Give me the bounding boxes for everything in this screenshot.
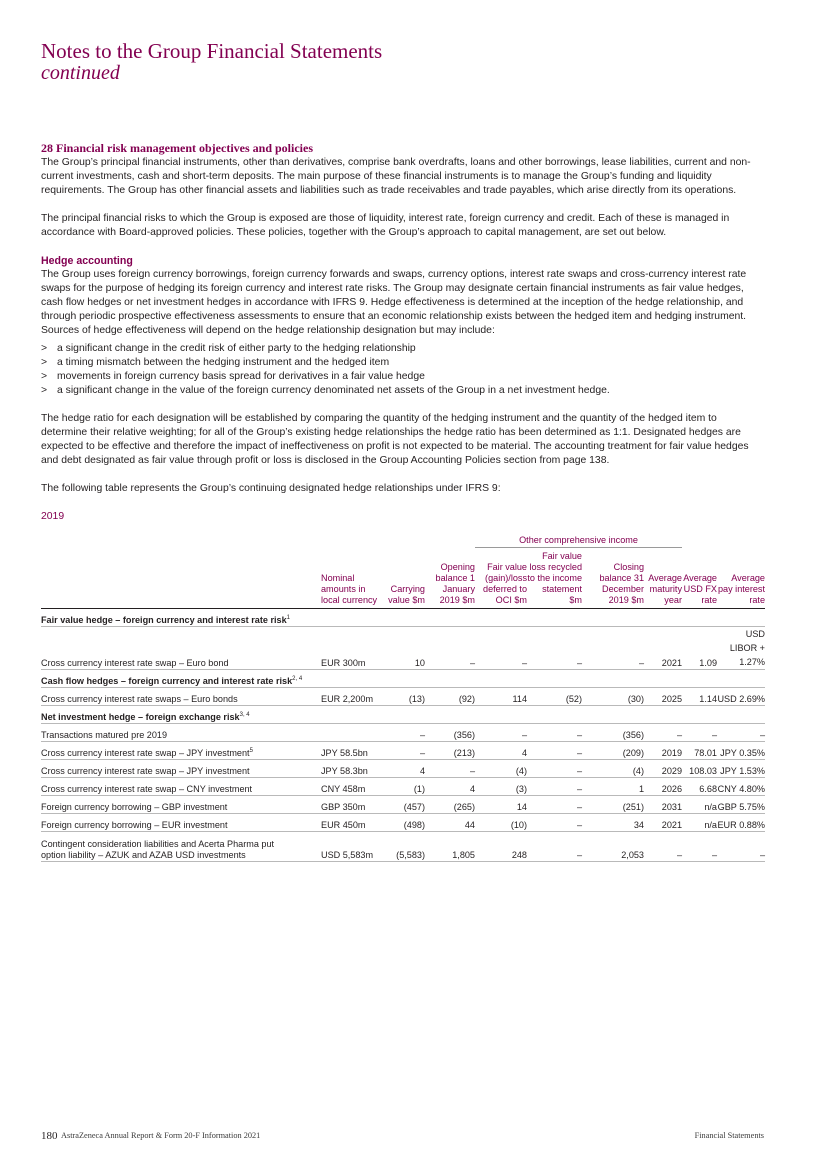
average-fx-cell: 1.14 — [682, 688, 717, 706]
carrying-value-cell: (457) — [383, 796, 425, 814]
bullet-text: a significant change in the value of the foreign currency denominated net assets of the Group in a net investment hedge. — [57, 385, 610, 396]
footer-section: Financial Statements — [694, 1131, 764, 1140]
table-row — [41, 832, 765, 862]
footnote-marker: 5 — [249, 747, 253, 754]
table-section-title — [41, 609, 765, 627]
section-title-text: Fair value hedge – foreign currency and interest rate risk — [41, 615, 287, 625]
average-maturity-cell: 2029 — [644, 760, 682, 778]
column-header-fx: Average USD FX rate — [682, 548, 717, 609]
row-label-cell — [41, 724, 321, 742]
average-maturity-cell: 2021 — [644, 814, 682, 832]
hedge-relationships-table — [41, 534, 765, 862]
row-label: Cross currency interest rate swaps – Euro bonds — [41, 694, 238, 704]
bullet-marker: > — [41, 385, 48, 396]
table-section-title — [41, 670, 765, 688]
table-year: 2019 — [41, 511, 65, 522]
page-subtitle: continued — [41, 62, 120, 84]
row-label: Foreign currency borrowing – EUR investment — [41, 820, 228, 830]
table-row — [41, 760, 765, 778]
page-number: 180 — [41, 1130, 58, 1142]
carrying-value-cell: (1) — [383, 778, 425, 796]
closing-balance-cell: – — [582, 627, 644, 670]
table-row — [41, 796, 765, 814]
hedge-accounting-heading: Hedge accounting — [41, 255, 133, 267]
carrying-value-cell: (13) — [383, 688, 425, 706]
row-label-cell — [41, 778, 321, 796]
bullet-item — [41, 342, 765, 356]
footnote-marker: 2, 4 — [292, 675, 303, 682]
footnote-marker: 1 — [286, 614, 290, 621]
average-rate-cell: – — [717, 832, 765, 862]
bullet-marker: > — [41, 357, 48, 368]
closing-balance-cell: 2,053 — [582, 832, 644, 862]
section-title-text: Cash flow hedges – foreign currency and interest rate risk — [41, 676, 293, 686]
row-label-cell — [41, 688, 321, 706]
label-column-header — [41, 548, 321, 609]
table-row — [41, 688, 765, 706]
table-section-title — [41, 706, 765, 724]
opening-balance-cell: 4 — [425, 778, 475, 796]
closing-balance-cell: 34 — [582, 814, 644, 832]
average-fx-cell: – — [682, 832, 717, 862]
fair-value-recycled-cell: – — [527, 742, 582, 760]
bullet-text: a timing mismatch between the hedging instrument and the hedged item — [57, 357, 390, 368]
average-maturity-cell: – — [644, 724, 682, 742]
column-header-nominal: Nominal amounts in local currency — [321, 548, 383, 609]
section-title-text: Net investment hedge – foreign exchange risk — [41, 712, 240, 722]
average-fx-cell: 78.01 — [682, 742, 717, 760]
carrying-value-cell: (498) — [383, 814, 425, 832]
carrying-value-cell: 4 — [383, 760, 425, 778]
note-body — [41, 141, 765, 524]
nominal-cell: JPY 58.5bn — [321, 742, 383, 760]
row-label-cell — [41, 814, 321, 832]
paragraph-hedge-accounting: The Group uses foreign currency borrowings, foreign currency forwards and swaps, currency options, interest rate swaps and cross-currency interest rate swaps for the purpose of hedging its foreign currency and interest rate risks. The Group may designate certain financial instruments as fair value hedges, cash flow hedges or net investment hedges in accordance with IFRS 9. Hedge effectiveness is determined at the inception of the hedge relationship, and through periodic prospective effectiveness assessments to ensure that an economic relationship exists between the hedged item and hedging instrument. Sources of hedge effectiveness will depend on the hedge relationship designation but may include: — [41, 269, 747, 336]
bullet-marker: > — [41, 371, 48, 382]
closing-balance-cell: (251) — [582, 796, 644, 814]
nominal-cell: USD 5,583m — [321, 832, 383, 862]
table-row — [41, 724, 765, 742]
nominal-cell: JPY 58.3bn — [321, 760, 383, 778]
average-rate-cell: USD 2.69% — [717, 688, 765, 706]
nominal-cell: GBP 350m — [321, 796, 383, 814]
footnote-marker: 3, 4 — [239, 711, 250, 718]
bullet-item — [41, 370, 765, 384]
carrying-value-cell: (5,583) — [383, 832, 425, 862]
average-fx-cell: – — [682, 724, 717, 742]
average-rate-cell: EUR 0.88% — [717, 814, 765, 832]
average-rate-cell: USD LIBOR + 1.27% — [717, 627, 765, 670]
row-label: Cross currency interest rate swap – JPY investment — [41, 748, 250, 758]
oci-group-header: Other comprehensive income — [475, 534, 682, 548]
page-title: Notes to the Group Financial Statements — [41, 39, 383, 63]
average-fx-cell: 1.09 — [682, 627, 717, 670]
paragraph-principal-risks: The principal financial risks to which the Group is exposed are those of liquidity, interest rate, foreign currency and credit. Each of these is managed in accordance with Board-approved policies. These policies, together with the Group’s approach to capital management, are set out below. — [41, 213, 730, 238]
table-row — [41, 814, 765, 832]
bullet-item — [41, 384, 765, 398]
bullet-text: movements in foreign currency basis spread for derivatives in a fair value hedge — [57, 371, 425, 382]
carrying-value-cell: 10 — [383, 627, 425, 670]
paragraph-table-intro: The following table represents the Group’s continuing designated hedge relationships under IFRS 9: — [41, 483, 501, 494]
paragraph-hedge-ratio: The hedge ratio for each designation will be established by comparing the quantity of the hedging instrument and the quantity of the hedged item to determine their relative weighting; for all of the Group’s existing hedge relationships the hedge ratio has been determined as 1:1. Designated hedges are expected to be effective and therefore the impact of ineffectiveness on profit is not expected to be material. The accounting treatment for fair value hedges and debt designated as fair value through profit or loss is disclosed in the Group Accounting Policies section from page 138. — [41, 413, 749, 466]
row-label: Cross currency interest rate swap – CNY investment — [41, 784, 253, 794]
opening-balance-cell: (213) — [425, 742, 475, 760]
section-heading: 28 Financial risk management objectives and policies — [41, 141, 313, 155]
bullet-list — [41, 342, 765, 398]
fair-value-oci-cell: (3) — [475, 778, 527, 796]
row-label: Cross currency interest rate swap – JPY investment — [41, 766, 250, 776]
column-header-fv-oci: Fair value (gain)/loss deferred to OCI $m — [475, 548, 527, 609]
table-section-row — [41, 609, 765, 627]
bullet-text: a significant change in the credit risk of either party to the hedging relationship — [57, 343, 416, 354]
opening-balance-cell: – — [425, 760, 475, 778]
average-fx-cell: n/a — [682, 796, 717, 814]
fair-value-recycled-cell: (52) — [527, 688, 582, 706]
average-maturity-cell: – — [644, 832, 682, 862]
footer-publication: AstraZeneca Annual Report & Form 20-F Information 2021 — [61, 1131, 261, 1140]
closing-balance-cell: (209) — [582, 742, 644, 760]
average-maturity-cell: 2021 — [644, 627, 682, 670]
row-label-cell — [41, 760, 321, 778]
row-label: Transactions matured pre 2019 — [41, 730, 168, 740]
closing-balance-cell: (356) — [582, 724, 644, 742]
closing-balance-cell: (4) — [582, 760, 644, 778]
bullet-item — [41, 356, 765, 370]
table-row — [41, 742, 765, 760]
column-header-fv-recycled: Fair value loss recycled to the income statement $m — [527, 548, 582, 609]
carrying-value-cell: – — [383, 742, 425, 760]
fair-value-oci-cell: 4 — [475, 742, 527, 760]
column-header-rate: Average pay interest rate — [717, 548, 765, 609]
column-header-maturity: Average maturity year — [644, 548, 682, 609]
row-label: Foreign currency borrowing – GBP investment — [41, 802, 228, 812]
average-fx-cell: 108.03 — [682, 760, 717, 778]
average-rate-cell: CNY 4.80% — [717, 778, 765, 796]
row-label: Cross currency interest rate swap – Euro bond — [41, 658, 229, 668]
fair-value-oci-cell: – — [475, 724, 527, 742]
fair-value-oci-cell: 114 — [475, 688, 527, 706]
row-label-cell — [41, 742, 321, 760]
average-rate-cell: JPY 1.53% — [717, 760, 765, 778]
opening-balance-cell: (265) — [425, 796, 475, 814]
nominal-cell — [321, 724, 383, 742]
table-section-row — [41, 706, 765, 724]
fair-value-recycled-cell: – — [527, 796, 582, 814]
nominal-cell: EUR 300m — [321, 627, 383, 670]
row-label-cell — [41, 796, 321, 814]
closing-balance-cell: (30) — [582, 688, 644, 706]
fair-value-recycled-cell: – — [527, 832, 582, 862]
fair-value-recycled-cell: – — [527, 627, 582, 670]
table-body — [41, 609, 765, 862]
table-row — [41, 627, 765, 670]
fair-value-oci-cell: 14 — [475, 796, 527, 814]
carrying-value-cell: – — [383, 724, 425, 742]
average-rate-cell: – — [717, 724, 765, 742]
column-header-carrying: Carrying value $m — [383, 548, 425, 609]
fair-value-recycled-cell: – — [527, 814, 582, 832]
fair-value-recycled-cell: – — [527, 778, 582, 796]
fair-value-oci-cell: 248 — [475, 832, 527, 862]
closing-balance-cell: 1 — [582, 778, 644, 796]
fair-value-recycled-cell: – — [527, 724, 582, 742]
column-header-opening: Opening balance 1 January 2019 $m — [425, 548, 475, 609]
table-row — [41, 778, 765, 796]
opening-balance-cell: 1,805 — [425, 832, 475, 862]
average-rate-cell: JPY 0.35% — [717, 742, 765, 760]
average-fx-cell: 6.68 — [682, 778, 717, 796]
nominal-cell: CNY 458m — [321, 778, 383, 796]
opening-balance-cell: (356) — [425, 724, 475, 742]
opening-balance-cell: (92) — [425, 688, 475, 706]
table-header-row — [41, 548, 765, 609]
average-maturity-cell: 2025 — [644, 688, 682, 706]
table-section-row — [41, 670, 765, 688]
opening-balance-cell: – — [425, 627, 475, 670]
fair-value-oci-cell: (4) — [475, 760, 527, 778]
opening-balance-cell: 44 — [425, 814, 475, 832]
nominal-cell: EUR 450m — [321, 814, 383, 832]
average-rate-cell: GBP 5.75% — [717, 796, 765, 814]
bullet-marker: > — [41, 343, 48, 354]
average-maturity-cell: 2019 — [644, 742, 682, 760]
column-header-closing: Closing balance 31 December 2019 $m — [582, 548, 644, 609]
paragraph-principal-instruments: The Group’s principal financial instruments, other than derivatives, comprise bank overdrafts, loans and other borrowings, lease liabilities, current and non-current investments, cash and short-term deposits. The main purpose of these financial instruments is to manage the Group’s funding and liquidity requirements. The Group has other financial assets and liabilities such as trade receivables and trade payables, which arise directly from its operations. — [41, 157, 751, 196]
average-maturity-cell: 2026 — [644, 778, 682, 796]
fair-value-recycled-cell: – — [527, 760, 582, 778]
fair-value-oci-cell: – — [475, 627, 527, 670]
average-fx-cell: n/a — [682, 814, 717, 832]
average-maturity-cell: 2031 — [644, 796, 682, 814]
nominal-cell: EUR 2,200m — [321, 688, 383, 706]
row-label: Contingent consideration liabilities and Acerta Pharma put option liability – AZUK and AZAB USD investments — [41, 839, 275, 860]
fair-value-oci-cell: (10) — [475, 814, 527, 832]
table-group-header-row — [41, 534, 765, 548]
row-label-cell — [41, 627, 321, 670]
row-label-cell — [41, 832, 321, 862]
